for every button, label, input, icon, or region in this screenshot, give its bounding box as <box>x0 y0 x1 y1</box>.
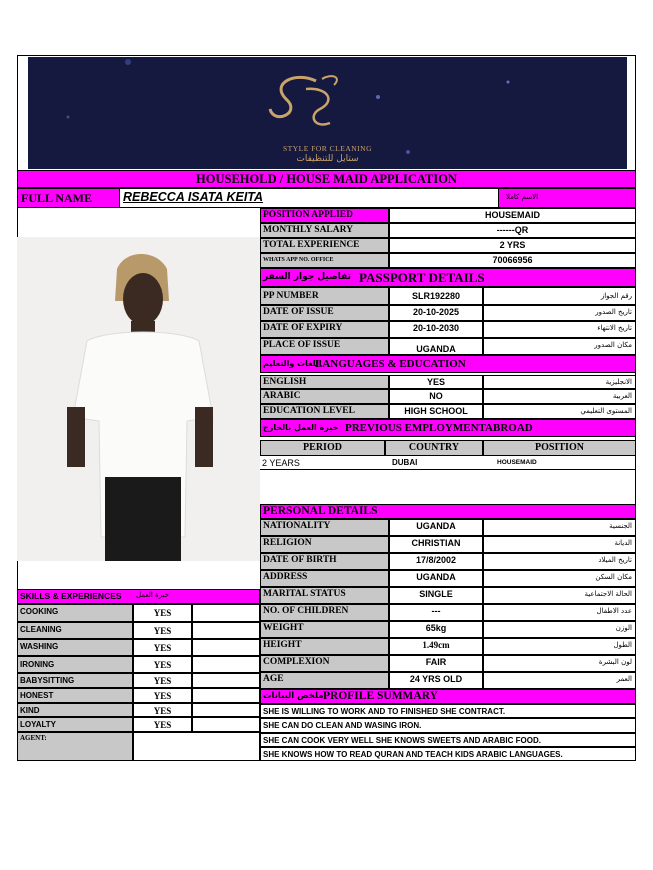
religion-value: CHRISTIAN <box>389 536 483 553</box>
skill-label: COOKING <box>17 604 133 622</box>
skill-label: KIND <box>17 703 133 717</box>
skill-blank <box>192 703 260 717</box>
summary-section-header <box>260 689 636 704</box>
passport-title: PASSPORT DETAILS <box>359 270 485 285</box>
employment-country: DUBAI <box>392 458 418 467</box>
dob-label-ar: تاريخ الميلاد <box>483 553 636 570</box>
skill-value: YES <box>133 703 192 717</box>
skill-blank <box>192 604 260 622</box>
employment-title: PREVIOUS EMPLOYMENTABROAD <box>345 422 533 434</box>
height-value: 1.49cm <box>389 638 483 655</box>
summary-line: SHE KNOWS HOW TO READ QURAN AND TEACH KIDS ARABIC LANGUAGES. <box>260 747 636 761</box>
skill-label: WASHING <box>17 639 133 656</box>
age-label-ar: العمر <box>483 672 636 689</box>
dob-label: DATE OF BIRTH <box>260 553 389 570</box>
skill-blank <box>192 639 260 656</box>
complexion-value: FAIR <box>389 655 483 672</box>
candidate-photo <box>17 237 260 561</box>
pp-number-value: SLR192280 <box>389 287 483 305</box>
place-of-issue-label-ar: مكان الصدور <box>483 338 636 355</box>
marital-status-label-ar: الحالة الاجتماعية <box>483 587 636 604</box>
religion-label: RELIGION <box>260 536 389 553</box>
arabic-label-ar: العربية <box>483 389 636 404</box>
languages-title: LANGUAGES & EDUCATION <box>315 358 466 370</box>
age-label: AGE <box>260 672 389 689</box>
employment-section-header <box>260 419 636 437</box>
weight-label-ar: الوزن <box>483 621 636 638</box>
job-label-position: POSITION APPLIED <box>260 208 389 223</box>
employment-header-country: COUNTRY <box>385 440 483 456</box>
skill-value: YES <box>133 717 192 732</box>
personal-title: PERSONAL DETAILS <box>263 505 378 517</box>
place-of-issue-value: UGANDA <box>389 338 483 355</box>
employment-position: HOUSEMAID <box>497 459 537 466</box>
job-label-experience: TOTAL EXPERIENCE <box>260 238 389 253</box>
summary-title: PROFILE SUMMARY <box>323 690 438 702</box>
agent-value <box>133 732 260 761</box>
expiry-date-label: DATE OF EXPIRY <box>260 321 389 338</box>
skill-value: YES <box>133 622 192 639</box>
issue-date-label: DATE OF ISSUE <box>260 305 389 321</box>
full-name-bar <box>17 188 636 208</box>
skill-blank <box>192 622 260 639</box>
skill-value: YES <box>133 673 192 688</box>
skill-blank <box>192 656 260 673</box>
address-value: UGANDA <box>389 570 483 587</box>
languages-section-header <box>260 355 636 373</box>
nationality-label-ar: الجنسية <box>483 519 636 536</box>
education-value: HIGH SCHOOL <box>389 404 483 419</box>
age-value: 24 YRS OLD <box>389 672 483 689</box>
job-value-experience: 2 YRS <box>389 238 636 253</box>
full-name-label: FULL NAME <box>21 191 93 205</box>
religion-label-ar: الديانة <box>483 536 636 553</box>
english-label-ar: الانجليزية <box>483 375 636 389</box>
nationality-label: NATIONALITY <box>260 519 389 536</box>
children-label-ar: عدد الاطفال <box>483 604 636 621</box>
job-value-salary: ------QR <box>389 223 636 238</box>
skill-label: LOYALTY <box>17 717 133 732</box>
complexion-label-ar: لون البشرة <box>483 655 636 672</box>
address-label: ADDRESS <box>260 570 389 587</box>
education-label-ar: المستوى التعليمي <box>483 404 636 419</box>
full-name-label-ar: الاسم كاملا <box>506 193 539 201</box>
skill-value: YES <box>133 604 192 622</box>
skill-value: YES <box>133 656 192 673</box>
job-label-whatsapp: WHATS APP NO. OFFICE <box>260 253 389 268</box>
weight-value: 65kg <box>389 621 483 638</box>
english-label: ENGLISH <box>260 375 389 389</box>
skill-label: CLEANING <box>17 622 133 639</box>
expiry-date-label-ar: تاريخ الانتهاء <box>483 321 636 338</box>
logo-monogram-icon <box>256 69 356 139</box>
height-label-ar: الطول <box>483 638 636 655</box>
employment-period: 2 YEARS <box>262 458 300 468</box>
dob-value: 17/8/2002 <box>389 553 483 570</box>
address-label-ar: مكان السكن <box>483 570 636 587</box>
skills-title: SKILLS & EXPERIENCES <box>20 591 122 601</box>
skill-label: BABYSITTING <box>17 673 133 688</box>
children-label: NO. OF CHILDREN <box>260 604 389 621</box>
skill-label: HONEST <box>17 688 133 703</box>
passport-title-ar: تفاصيل جواز السفر <box>263 272 352 282</box>
issue-date-value: 20-10-2025 <box>389 305 483 321</box>
pp-number-label: PP NUMBER <box>260 287 389 305</box>
page-title: HOUSEHOLD / HOUSE MAID APPLICATION <box>196 172 457 186</box>
logo-text-ar: ستايل للتنظيفات <box>296 154 359 164</box>
job-value-position: HOUSEMAID <box>389 208 636 223</box>
employment-divider <box>260 469 636 470</box>
issue-date-label-ar: تاريخ الصدور <box>483 305 636 321</box>
agent-label: AGENT: <box>17 732 133 761</box>
passport-section-header <box>260 268 636 287</box>
arabic-value: NO <box>389 389 483 404</box>
arabic-label: ARABIC <box>260 389 389 404</box>
children-value: --- <box>389 604 483 621</box>
skill-label: IRONING <box>17 656 133 673</box>
skill-blank <box>192 688 260 703</box>
expiry-date-value: 20-10-2030 <box>389 321 483 338</box>
languages-title-ar: اللغات والتعليم <box>263 359 322 368</box>
full-name-value-box <box>119 189 499 207</box>
candidate-figure <box>17 237 260 561</box>
height-label: HEIGHT <box>260 638 389 655</box>
pp-number-label-ar: رقم الجواز <box>483 287 636 305</box>
full-name-value: REBECCA ISATA KEITA <box>123 190 264 204</box>
logo-text-en: STYLE FOR CLEANING <box>283 144 372 153</box>
skill-value: YES <box>133 639 192 656</box>
job-label-salary: MONTHLY SALARY <box>260 223 389 238</box>
skill-blank <box>192 717 260 732</box>
skills-title-ar: خبرة العمل <box>136 591 169 599</box>
job-value-whatsapp: 70066956 <box>389 253 636 268</box>
employment-header-period: PERIOD <box>260 440 385 456</box>
summary-title-ar: ملخص البيانات <box>263 691 324 701</box>
nationality-value: UGANDA <box>389 519 483 536</box>
education-label: EDUCATION LEVEL <box>260 404 389 419</box>
employment-title-ar: خبرة العمل بالخارج <box>263 423 339 432</box>
skill-blank <box>192 673 260 688</box>
personal-section-header <box>260 504 636 519</box>
summary-line: SHE CAN COOK VERY WELL SHE KNOWS SWEETS AND ARABIC FOOD. <box>260 733 636 747</box>
skills-section-header <box>17 589 260 604</box>
place-of-issue-label: PLACE OF ISSUE <box>260 338 389 355</box>
weight-label: WEIGHT <box>260 621 389 638</box>
english-value: YES <box>389 375 483 389</box>
application-title-bar <box>17 170 636 188</box>
summary-line: SHE CAN DO CLEAN AND WASING IRON. <box>260 718 636 733</box>
employment-header-position: POSITION <box>483 440 636 456</box>
marital-status-value: SINGLE <box>389 587 483 604</box>
marital-status-label: MARITAL STATUS <box>260 587 389 604</box>
skill-value: YES <box>133 688 192 703</box>
summary-line: SHE IS WILLING TO WORK AND TO FINISHED SHE CONTRACT. <box>260 704 636 718</box>
logo-banner <box>28 57 627 169</box>
complexion-label: COMPLEXION <box>260 655 389 672</box>
